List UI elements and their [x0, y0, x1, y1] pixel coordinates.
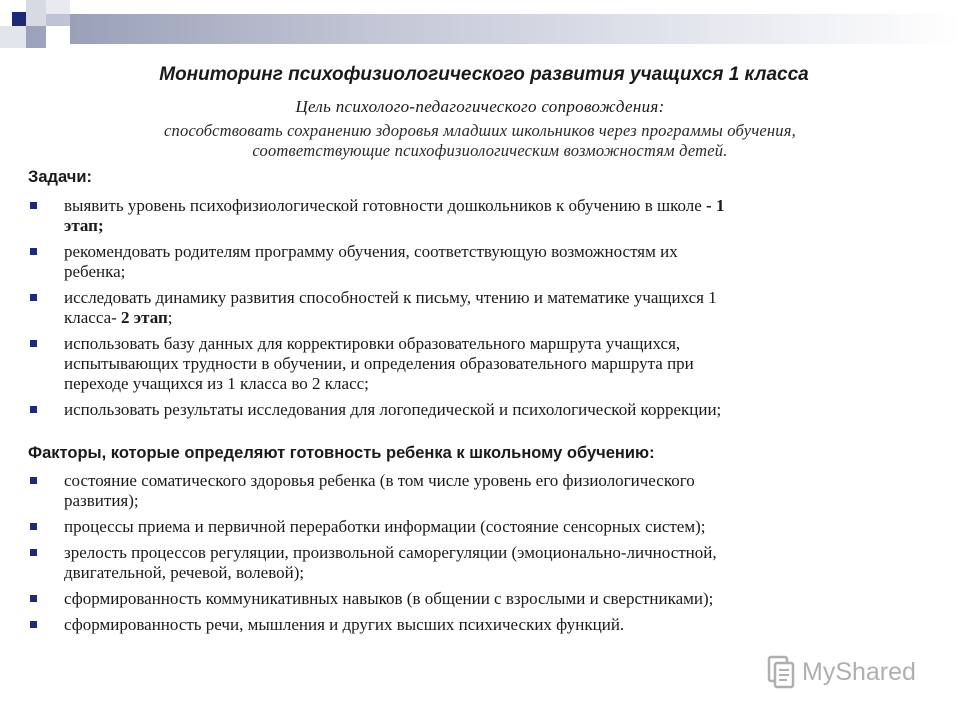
bullet-icon	[30, 621, 37, 628]
goal-line: способствовать сохранению здоровья младших школьников через программы обучения,	[164, 121, 796, 140]
top-gradient-band	[70, 14, 960, 44]
decor-square	[26, 26, 46, 48]
bullet-icon	[30, 248, 37, 255]
decor-square-accent	[12, 12, 26, 26]
bullet-icon	[30, 202, 37, 209]
list-item: зрелость процессов регуляции, произвольной саморегуляции (эмоционально-личностной, двигательной, речевой, волевой);	[28, 543, 908, 583]
bullet-icon	[30, 595, 37, 602]
list-item: исследовать динамику развития способностей к письму, чтению и математике учащихся 1 класса- 2 этап;	[28, 288, 908, 328]
decor-square	[0, 26, 26, 48]
list-item: сформированность речи, мышления и других высших психических функций.	[28, 615, 908, 635]
list-item: использовать результаты исследования для логопедической и психологической коррекции;	[28, 400, 908, 420]
goal-heading: Цель психолого-педагогического сопровождения:	[295, 97, 665, 116]
decor-square	[26, 0, 46, 26]
tasks-list	[28, 196, 908, 426]
goal-line: соответствующие психофизиологическим возможностям детей.	[252, 141, 728, 160]
tasks-heading: Задачи:	[28, 168, 92, 186]
bullet-icon	[30, 294, 37, 301]
list-item: использовать базу данных для корректировки образовательного маршрута учащихся, испытывающих трудности в обучении, и определения образовательного маршрута при переходе учащихся из 1 класса во 2 класс;	[28, 334, 908, 394]
list-item: сформированность коммуникативных навыков (в общении с взрослыми и сверстниками);	[28, 589, 908, 609]
factors-heading: Факторы, которые определяют готовность ребенка к школьному обучению:	[28, 444, 655, 462]
slide-title: Мониторинг психофизиологического развития учащихся 1 класса	[159, 64, 809, 85]
bullet-icon	[30, 477, 37, 484]
factors-list	[28, 471, 908, 641]
bullet-icon	[30, 406, 37, 413]
watermark	[766, 655, 916, 689]
list-item: выявить уровень психофизиологической готовности дошкольников к обучению в школе - 1 этап;	[28, 196, 908, 236]
bullet-icon	[30, 549, 37, 556]
bullet-icon	[30, 340, 37, 347]
decor-square	[46, 0, 70, 14]
list-item: рекомендовать родителям программу обучения, соответствующую возможностям их ребенка;	[28, 242, 908, 282]
decor-square	[46, 14, 70, 26]
list-item: состояние соматического здоровья ребенка (в том числе уровень его физиологического развития);	[28, 471, 908, 511]
bullet-icon	[30, 523, 37, 530]
myshared-logo-icon	[766, 655, 796, 689]
list-item: процессы приема и первичной переработки информации (состояние сенсорных систем);	[28, 517, 908, 537]
goal-text	[50, 121, 910, 161]
watermark-text: MyShared	[802, 657, 916, 686]
